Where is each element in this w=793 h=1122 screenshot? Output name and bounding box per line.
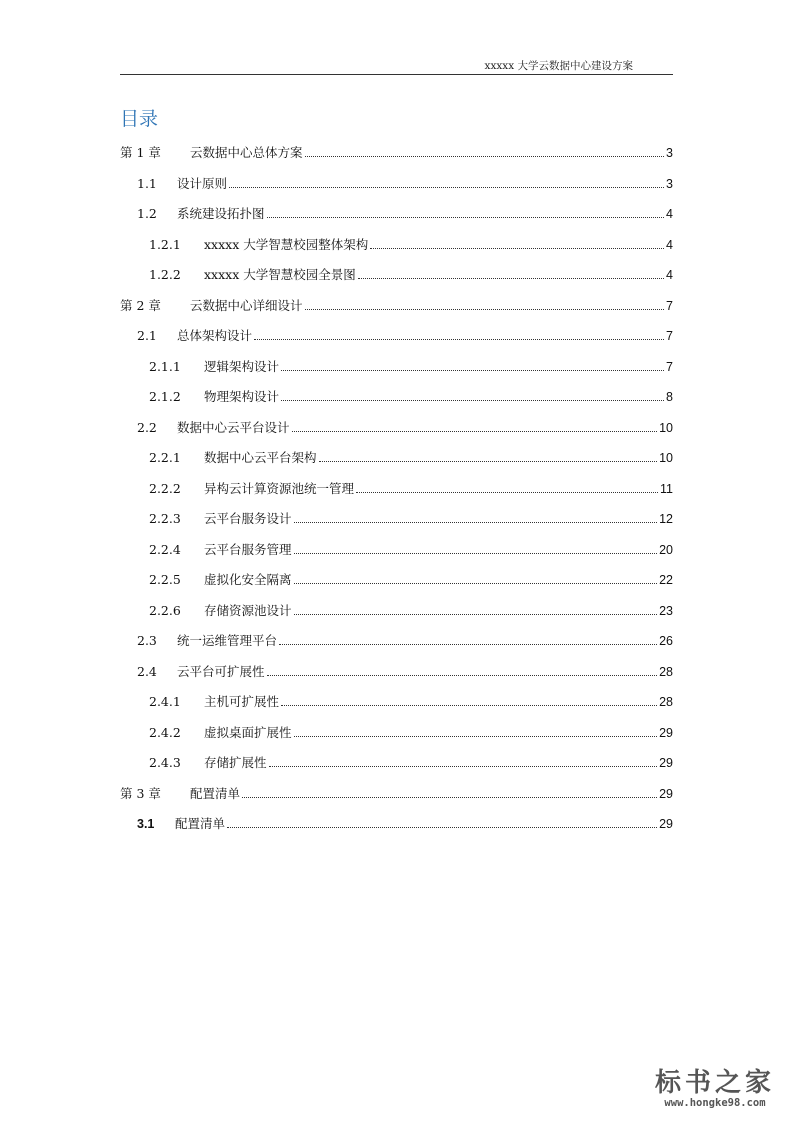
toc-entry-number: 2.4.1 (149, 694, 181, 709)
toc-entry-title: 配置清单 (175, 816, 226, 831)
toc-entry-page: 7 (666, 359, 673, 374)
toc-entry-2-2-5[interactable] (149, 567, 673, 587)
toc-entry-page: 4 (666, 268, 673, 282)
toc-entry-title: 逻辑架构设计 (204, 358, 280, 374)
toc-entry-number: 2.3 (137, 633, 157, 648)
toc-entry-2-1-1[interactable] (149, 354, 673, 374)
watermark-title: 标书之家 (654, 1068, 775, 1098)
watermark-url: www.hongke98.com (664, 1097, 766, 1109)
toc-entry-number: 2.2.4 (149, 541, 181, 557)
toc-entry-chapter-3[interactable] (120, 781, 673, 801)
toc-entry-1-1[interactable] (137, 171, 673, 191)
toc-entry-2-2[interactable] (137, 415, 673, 435)
toc-entry-page: 29 (659, 786, 673, 801)
toc-entry-title: 存储资源池设计 (204, 602, 292, 618)
toc-entry-title: 云平台服务管理 (204, 541, 292, 557)
toc-entry-page: 28 (659, 695, 673, 709)
toc-entry-title: 系统建设拓扑图 (177, 206, 265, 221)
toc-dot-leader (370, 248, 664, 249)
toc-entry-chapter-2[interactable] (120, 293, 673, 313)
toc-entry-page: 23 (659, 603, 673, 618)
toc-entry-title: 云平台服务设计 (204, 511, 292, 526)
toc-entry-number: 1.2 (137, 206, 157, 221)
toc-entry-title: 数据中心云平台设计 (177, 419, 290, 435)
toc-entry-2-1[interactable] (137, 323, 673, 343)
toc-entry-title: 异构云计算资源池统一管理 (204, 480, 355, 496)
toc-entry-title: 统一运维管理平台 (177, 633, 278, 648)
toc-entry-1-2[interactable] (137, 201, 673, 221)
toc-entry-1-2-1[interactable] (149, 232, 673, 252)
toc-entry-2-4[interactable] (137, 659, 673, 679)
toc-entry-number: 1.2.1 (149, 236, 181, 252)
toc-dot-leader (279, 644, 657, 645)
watermark-logo (640, 1062, 790, 1109)
toc-dot-leader (294, 522, 658, 523)
toc-dot-leader (356, 492, 658, 493)
toc-entry-number: 2.2 (137, 419, 157, 435)
toc-entry-3-1[interactable] (137, 811, 673, 831)
header-title: xxxxx 大学云数据中心建设方案 (484, 60, 633, 72)
toc-entry-title: 物理架构设计 (204, 389, 280, 404)
toc-entry-page: 11 (660, 481, 673, 496)
toc-dot-leader (358, 278, 664, 279)
toc-entry-2-2-3[interactable] (149, 506, 673, 526)
toc-entry-number: 2.1.2 (149, 389, 181, 404)
toc-dot-leader (281, 400, 664, 401)
toc-entry-number: 第 3 章 (120, 785, 161, 801)
toc-entry-2-2-4[interactable] (149, 537, 673, 557)
toc-entry-number: 2.2.6 (149, 602, 181, 618)
toc-dot-leader (281, 705, 657, 706)
toc-entry-number: 2.2.1 (149, 450, 181, 465)
toc-dot-leader (281, 370, 664, 371)
toc-entry-title: 设计原则 (177, 175, 228, 191)
toc-entry-title: 配置清单 (190, 785, 241, 801)
toc-entry-page: 28 (659, 664, 673, 679)
toc-dot-leader (305, 156, 665, 157)
toc-entry-page: 29 (659, 725, 673, 740)
toc-entry-number: 2.2.5 (149, 572, 181, 587)
toc-entry-page: 4 (666, 207, 673, 221)
toc-entry-2-2-2[interactable] (149, 476, 673, 496)
toc-dot-leader (227, 827, 657, 828)
toc-entry-title: xxxxx 大学智慧校园整体架构 (204, 236, 369, 252)
toc-dot-leader (305, 309, 665, 310)
toc-entry-number: 1.1 (137, 175, 157, 191)
toc-dot-leader (294, 553, 658, 554)
toc-entry-2-4-1[interactable] (149, 689, 673, 709)
toc-entry-2-4-2[interactable] (149, 720, 673, 740)
toc-dot-leader (269, 766, 658, 767)
toc-entry-page: 10 (659, 451, 673, 465)
toc-entry-title: 云数据中心总体方案 (190, 145, 303, 160)
toc-entry-number: 2.2.2 (149, 480, 181, 496)
toc-dot-leader (294, 614, 658, 615)
toc-dot-leader (292, 431, 658, 432)
toc-entry-page: 22 (659, 573, 673, 587)
toc-dot-leader (267, 217, 665, 218)
toc-entry-number: 2.1 (137, 328, 157, 343)
toc-entry-page: 26 (659, 634, 673, 648)
toc-entry-number: 3.1 (137, 817, 155, 831)
toc-entry-number: 2.4 (137, 663, 157, 679)
toc-entry-page: 8 (666, 390, 673, 404)
toc-entry-page: 3 (666, 146, 673, 160)
toc-title: 目录 (120, 108, 159, 130)
toc-entry-chapter-1[interactable] (120, 140, 673, 160)
toc-entry-page: 4 (666, 237, 673, 252)
toc-entry-title: xxxxx 大学智慧校园全景图 (204, 267, 356, 282)
toc-entry-page: 3 (666, 176, 673, 191)
toc-dot-leader (319, 461, 658, 462)
toc-entry-number: 1.2.2 (149, 267, 181, 282)
toc-dot-leader (267, 675, 658, 676)
toc-entry-number: 第 1 章 (120, 145, 161, 160)
toc-entry-number: 2.4.2 (149, 724, 181, 740)
toc-entry-title: 虚拟桌面扩展性 (204, 724, 292, 740)
toc-entry-title: 主机可扩展性 (204, 694, 280, 709)
toc-entry-title: 存储扩展性 (204, 755, 267, 770)
toc-entry-2-2-1[interactable] (149, 445, 673, 465)
toc-entry-2-1-2[interactable] (149, 384, 673, 404)
toc-entry-1-2-2[interactable] (149, 262, 673, 282)
toc-entry-page: 29 (659, 817, 673, 831)
toc-entry-page: 29 (659, 756, 673, 770)
toc-entry-number: 2.1.1 (149, 358, 181, 374)
toc-dot-leader (294, 583, 658, 584)
toc-entry-title: 云数据中心详细设计 (190, 297, 303, 313)
toc-dot-leader (229, 187, 664, 188)
toc-entry-title: 虚拟化安全隔离 (204, 572, 292, 587)
toc-entry-page: 10 (659, 420, 673, 435)
toc-entry-page: 12 (659, 512, 673, 526)
toc-entry-page: 20 (659, 542, 673, 557)
toc-entry-number: 2.4.3 (149, 755, 181, 770)
toc-entry-title: 总体架构设计 (177, 328, 253, 343)
toc-entry-title: 云平台可扩展性 (177, 663, 265, 679)
toc-entry-title: 数据中心云平台架构 (204, 450, 317, 465)
page-header (120, 52, 673, 75)
toc-entry-page: 7 (666, 298, 673, 313)
toc-entry-2-4-3[interactable] (149, 750, 673, 770)
toc-dot-leader (242, 797, 657, 798)
toc-dot-leader (294, 736, 658, 737)
toc-entry-2-3[interactable] (137, 628, 673, 648)
toc-dot-leader (254, 339, 664, 340)
toc-entry-2-2-6[interactable] (149, 598, 673, 618)
toc-entry-number: 第 2 章 (120, 297, 161, 313)
toc-entry-page: 7 (666, 329, 673, 343)
toc-entry-number: 2.2.3 (149, 511, 181, 526)
